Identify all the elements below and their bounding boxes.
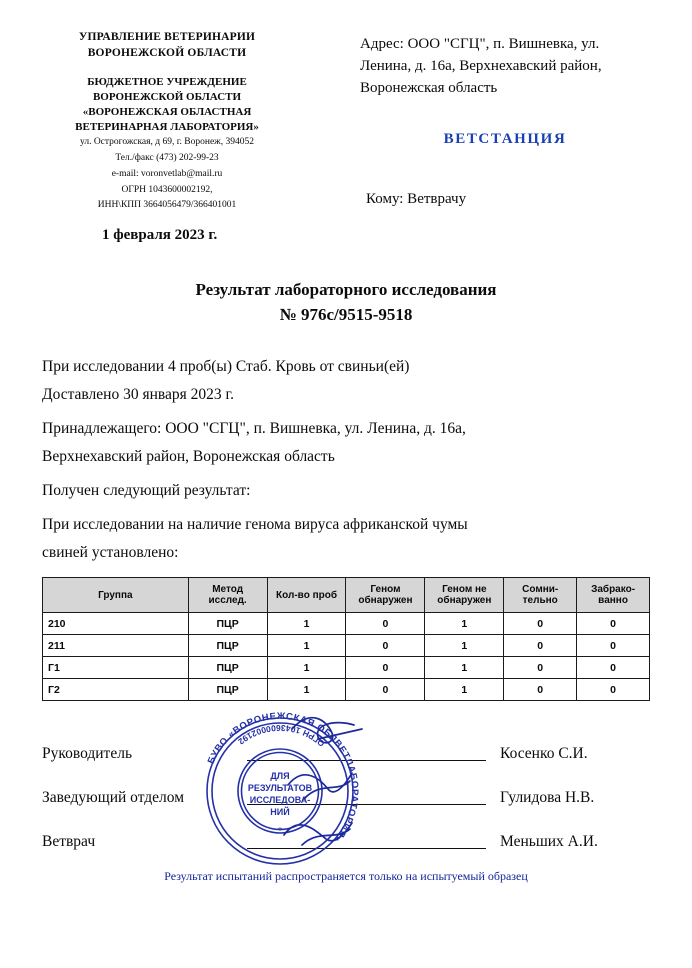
signature-line — [247, 759, 486, 761]
signature-row — [42, 721, 650, 765]
body-line-result-intro: Получен следующий результат: — [42, 481, 251, 499]
cell-method: ПЦР — [188, 679, 267, 701]
body-line-delivered: Доставлено 30 января 2023 г. — [42, 385, 234, 403]
table-header-row — [43, 578, 650, 613]
table-row — [43, 635, 650, 657]
cell-count: 1 — [267, 613, 346, 635]
cell-group: 210 — [43, 613, 189, 635]
cell-doubtful: 0 — [504, 679, 577, 701]
org-inn-kpp: ИНН\КПП 3664056479/366401001 — [97, 200, 237, 211]
cell-not-detected: 1 — [425, 657, 504, 679]
svg-text:БУВО «ВОРОНЕЖСКАЯ ОБЛВЕТЛАБОРА: БУВО «ВОРОНЕЖСКАЯ ОБЛВЕТЛАБОРАТОРИЯ» — [205, 711, 361, 845]
document-body — [42, 354, 650, 566]
org-top-authority: УПРАВЛЕНИЕ ВЕТЕРИНАРИИ ВОРОНЕЖСКОЙ ОБЛАСТИ — [78, 31, 256, 59]
signature-row — [42, 765, 650, 809]
cell-detected: 0 — [346, 613, 425, 635]
signature-row — [42, 809, 650, 853]
th-group: Группа — [43, 578, 189, 613]
body-line-owner-cont: Верхнехавский район, Воронежская область — [42, 447, 335, 465]
cell-count: 1 — [267, 679, 346, 701]
signature-block — [42, 711, 650, 853]
signature-name: Косенко С.И. — [500, 745, 588, 763]
cell-group: Г1 — [43, 657, 189, 679]
cell-rejected: 0 — [577, 635, 650, 657]
svg-text:РЕЗУЛЬТАТОВ: РЕЗУЛЬТАТОВ — [247, 783, 313, 794]
th-sample-count: Кол-во проб — [267, 578, 346, 613]
signature-role: Заведующий отделом — [42, 789, 185, 807]
svg-text:ДЛЯ: ДЛЯ — [270, 771, 290, 782]
addressee-block — [360, 18, 650, 211]
cell-not-detected: 1 — [425, 635, 504, 657]
signature-role: Ветврач — [42, 833, 96, 851]
cell-group: 211 — [43, 635, 189, 657]
th-genome-not-detected: Геном не обнаружен — [425, 578, 504, 613]
document-number: № 976с/9515-9518 — [279, 304, 413, 324]
page-title — [42, 278, 650, 327]
cell-doubtful: 0 — [504, 635, 577, 657]
cell-not-detected: 1 — [425, 679, 504, 701]
org-main-name: БЮДЖЕТНОЕ УЧРЕЖДЕНИЕ ВОРОНЕЖСКОЙ ОБЛАСТИ «ВОРОНЕЖСКАЯ ОБЛАСТНАЯ ВЕТЕРИНАРНАЯ ЛАБОРАТОРИЯ» — [75, 76, 259, 133]
svg-text:НИЙ: НИЙ — [270, 807, 290, 818]
title-line: Результат лабораторного исследования — [195, 280, 497, 300]
organization-block — [42, 18, 292, 213]
th-doubtful: Сомни- тельно — [504, 578, 577, 613]
table-row — [43, 679, 650, 701]
cell-method: ПЦР — [188, 657, 267, 679]
body-line-asf-2: свиней установлено: — [42, 544, 179, 562]
addressee-text: Адрес: ООО "СГЦ", п. Вишневка, ул. Ленина, д. 16а, Верхнехавский район, Воронежская область — [360, 36, 602, 96]
th-genome-detected: Геном обнаружен — [346, 578, 425, 613]
vetstation-label: ВЕТСТАНЦИЯ — [443, 131, 567, 148]
org-email: e-mail: voronvetlab@mail.ru — [111, 168, 223, 179]
cell-doubtful: 0 — [504, 613, 577, 635]
cell-not-detected: 1 — [425, 613, 504, 635]
org-phone: Тел./факс (473) 202-99-23 — [115, 153, 219, 164]
signature-role: Руководитель — [42, 745, 133, 763]
cell-group: Г2 — [43, 679, 189, 701]
cell-detected: 0 — [346, 679, 425, 701]
footer-note: Результат испытаний распространяется только на испытуемый образец — [164, 869, 528, 884]
cell-rejected: 0 — [577, 679, 650, 701]
th-rejected: Забрако- ванно — [577, 578, 650, 613]
body-line-samples: При исследовании 4 проб(ы) Стаб. Кровь от свиньи(ей) — [42, 357, 410, 375]
org-address: ул. Острогожская, д 69, г. Воронеж, 394052 — [80, 137, 254, 148]
signature-name: Меньших А.И. — [500, 833, 598, 851]
results-table — [42, 577, 650, 701]
document-date: 1 февраля 2023 г. — [102, 227, 218, 244]
cell-rejected: 0 — [577, 613, 650, 635]
signature-line — [247, 847, 486, 849]
body-line-owner: Принадлежащего: ООО "СГЦ", п. Вишневка, ул. Ленина, д. 16а, — [42, 419, 466, 437]
svg-text:ОГРН 1043600002192: ОГРН 1043600002192 — [235, 723, 327, 750]
signature-name: Гулидова Н.В. — [500, 789, 595, 807]
recipient-label: Кому: Ветврачу — [366, 191, 467, 207]
svg-text:ИССЛЕДОВА-: ИССЛЕДОВА- — [249, 795, 311, 806]
svg-text:*: * — [277, 826, 283, 838]
org-ogrn: ОГРН 1043600002192, — [121, 184, 213, 195]
cell-doubtful: 0 — [504, 657, 577, 679]
cell-count: 1 — [267, 635, 346, 657]
cell-method: ПЦР — [188, 635, 267, 657]
body-line-asf-1: При исследовании на наличие генома вируса африканской чумы — [42, 516, 468, 534]
th-method: Метод исслед. — [188, 578, 267, 613]
cell-count: 1 — [267, 657, 346, 679]
cell-detected: 0 — [346, 635, 425, 657]
signature-line — [247, 803, 486, 805]
table-row — [43, 657, 650, 679]
document-header — [42, 18, 650, 213]
table-row — [43, 613, 650, 635]
cell-detected: 0 — [346, 657, 425, 679]
cell-method: ПЦР — [188, 613, 267, 635]
cell-rejected: 0 — [577, 657, 650, 679]
